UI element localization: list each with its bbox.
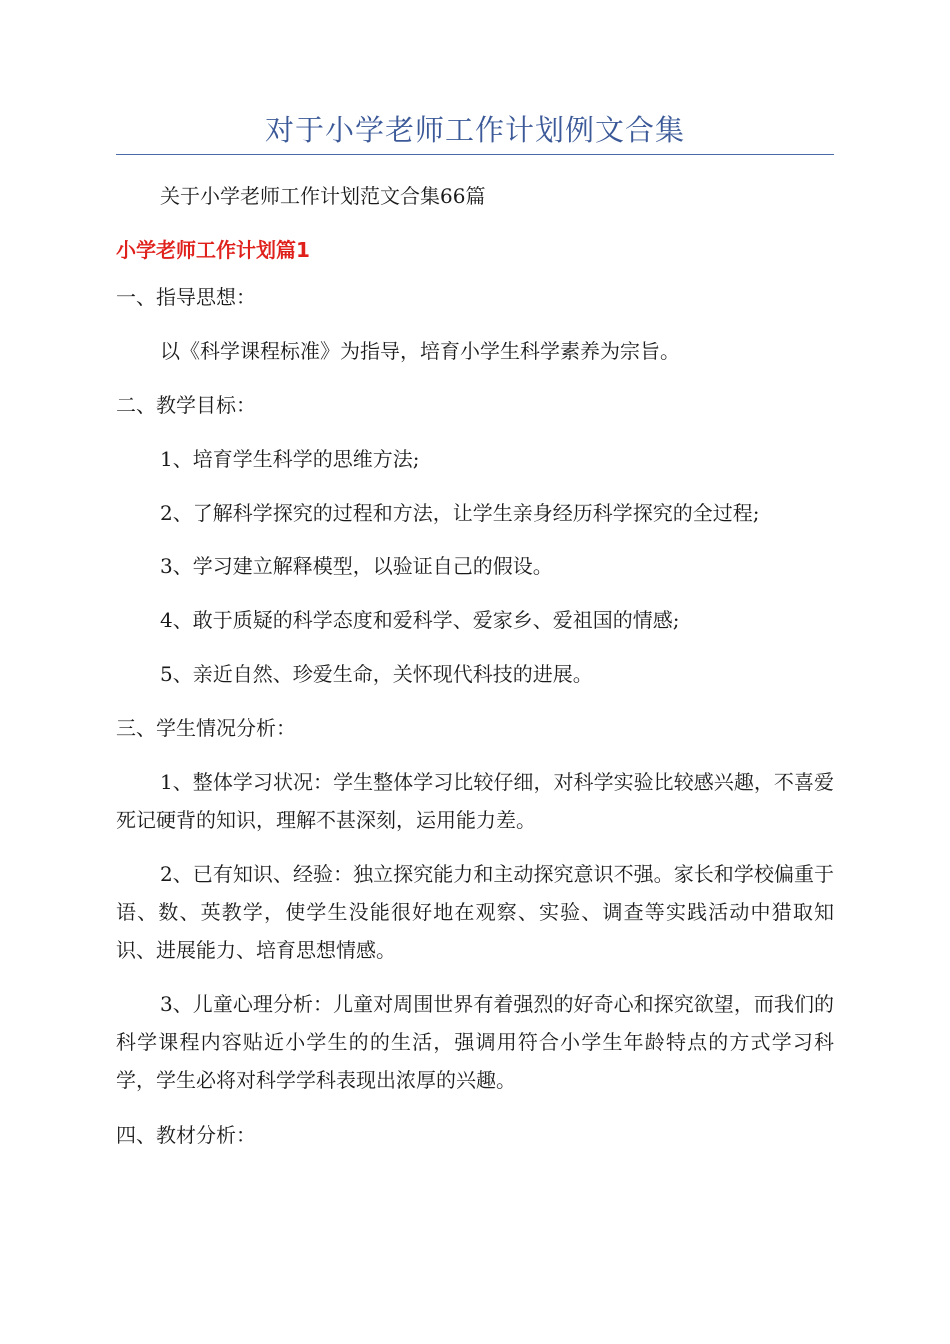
goal-item-1: 1、培育学生科学的思维方法; [160,447,420,471]
heading-guiding-ideology: 一、指导思想： [116,285,256,309]
goal-item-4: 4、敢于质疑的科学态度和爱科学、爱家乡、爱祖国的情感; [160,608,680,632]
analysis-paragraph-3: 3、儿童心理分析：儿童对周围世界有着强烈的好奇心和探究欲望，而我们的科学课程内容贴近小学生的的生活，强调用符合小学生年龄特点的方式学习科学，学生必将对科学学科表现出浓厚的兴趣。 [116,992,834,1092]
goal-item-5: 5、亲近自然、珍爱生命，关怀现代科技的进展。 [160,662,593,686]
heading-textbook-analysis: 四、教材分析： [116,1123,256,1147]
analysis-paragraph-2: 2、已有知识、经验：独立探究能力和主动探究意识不强。家长和学校偏重于语、数、英教学，使学生没能很好地在观察、实验、调查等实践活动中猎取知识、进展能力、培育思想情感。 [116,862,834,962]
analysis-paragraph-1: 1、整体学习状况：学生整体学习比较仔细，对科学实验比较感兴趣，不喜爱死记硬背的知识，理解不甚深刻，运用能力差。 [116,770,834,832]
heading-student-analysis: 三、学生情况分析： [116,716,296,740]
section-heading: 小学老师工作计划篇1 [116,238,310,262]
goal-item-2: 2、了解科学探究的过程和方法，让学生亲身经历科学探究的全过程; [160,501,760,525]
goal-item-3: 3、学习建立解释模型，以验证自己的假设。 [160,554,553,578]
document-title: 对于小学老师工作计划例文合集 [264,113,685,147]
title-underline [116,154,834,155]
document-subtitle: 关于小学老师工作计划范文合集66篇 [160,184,486,208]
guiding-ideology-text: 以《科学课程标准》为指导，培育小学生科学素养为宗旨。 [160,339,680,363]
heading-teaching-goals: 二、教学目标： [116,393,256,417]
